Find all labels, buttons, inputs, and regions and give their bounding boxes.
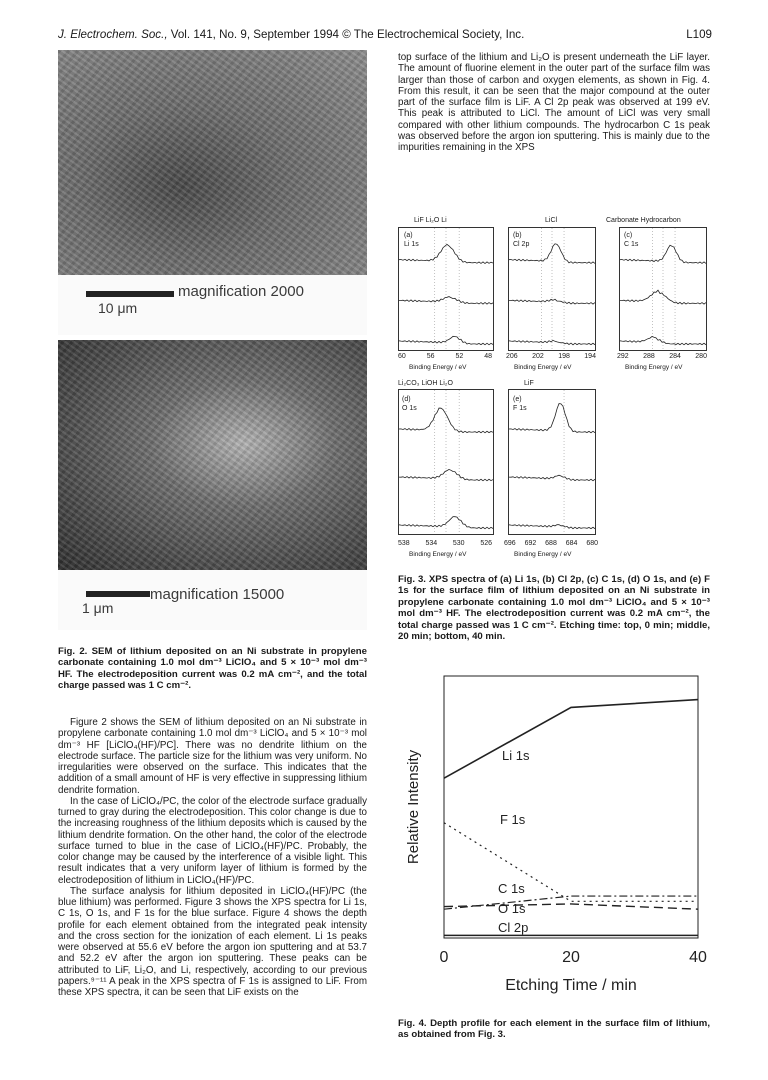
scale-box-bottom <box>58 570 367 630</box>
x-tick-label: 40 <box>689 949 707 966</box>
peak-labels-e: LiF <box>524 380 534 387</box>
spectrum-trace <box>399 469 493 480</box>
peak-labels-d: Li₂CO₃ LiOH Li₂O <box>398 380 453 387</box>
panel-tag: (e) <box>513 396 522 403</box>
tick-label: 202 <box>532 353 544 360</box>
paragraph: top surface of the lithium and Li₂O is present underneath the LiF layer. The amount of fluorine element in the outer part of the surface film was larger than those of carbon and oxygen elements, as shown in Fig. 4. From this result, it can be seen that the major compound at the outer part of the surface film is LiF. A Cl 2p peak was observed at 199 eV. This peak is attributed to LiCl. The amount of LiCl was very small compared with other lithium compounds. The hydrocarbon C 1s peak was observed before the argon ion sputtering. This is mainly due to the impurities remaining in the XPS <box>398 52 710 153</box>
paragraph: In the case of LiClO₄/PC, the color of the electrode surface gradually turned to gray during the electrodeposition. This color change is due to the increasing roughness of the lithium deposits which is caused by the lithium dendrite formation. On the other hand, the color of the electrode surface turned to blue in the case of LiClO₄(HF)/PC. Probably, the color change may be caused by the interference of a visible light. This result indicates that a very uniform layer of lithium is formed by the electrodeposition of lithium in LiClO₄(HF)/PC. <box>58 795 367 886</box>
panel-name: F 1s <box>513 405 527 412</box>
axis-ticks-d <box>398 540 492 547</box>
tick-label: 696 <box>504 540 516 547</box>
axis-ticks-a <box>398 353 492 360</box>
right-column-text <box>398 52 710 153</box>
paragraph: The surface analysis for lithium deposited in LiClO₄(HF)/PC (the blue lithium) was performed. Figure 3 shows the XPS spectra for Li 1s, C 1s, O 1s, and F 1s for the blue surface. Figure 4 shows the depth profile for each element obtained from the integrated peak intensity and the cross section for the ionization of each element. Li 1s peaks were observed at 55.6 eV before the argon ion sputtering and at 53.7 and 52.2 eV after the argon ion sputtering. These peaks can be attributed to LiF, Li₂O, and Li, respectively, according to our previous papers.⁹⁻¹¹ A peak in the XPS spectra of F 1s is assigned to LiF. From these XPS spectra, it can be seen that LiF exists on the <box>58 885 367 998</box>
panel-name: Cl 2p <box>513 241 530 248</box>
tick-label: 56 <box>426 353 435 360</box>
chart-svg <box>398 664 718 1014</box>
x-axis-label: Etching Time / min <box>505 977 637 994</box>
tick-label: 292 <box>617 353 629 360</box>
series-label: Li 1s <box>502 748 530 763</box>
tick-label: 692 <box>524 540 537 547</box>
tick-label: 206 <box>506 353 518 360</box>
tick-label: 194 <box>584 353 596 360</box>
x-axis-title-b: Binding Energy / eV <box>514 364 572 371</box>
tick-label: 538 <box>398 540 410 547</box>
tick-label: 680 <box>586 540 598 547</box>
magnification-label: magnification 2000 <box>178 283 304 300</box>
tick-label: 288 <box>643 353 655 360</box>
x-axis-title-c: Binding Energy / eV <box>625 364 683 371</box>
panel-name: O 1s <box>402 405 417 412</box>
series-label: O 1s <box>498 901 526 916</box>
tick-label: 534 <box>425 540 438 547</box>
magnification-label: magnification 15000 <box>150 586 285 603</box>
scale-label: 10 μm <box>98 300 138 316</box>
tick-label: 284 <box>669 353 681 360</box>
series-line-li-1s <box>444 700 698 779</box>
spectrum-trace <box>509 475 595 481</box>
scale-box-top <box>58 275 367 335</box>
y-axis-label: Relative Intensity <box>405 749 422 865</box>
panel-tag: (c) <box>624 232 633 239</box>
fig4-caption: Fig. 4. Depth profile for each element in the surface film of lithium, as obtained from Fig. 3. <box>398 1018 710 1041</box>
peak-labels-c: Carbonate Hydrocarbon <box>606 217 681 224</box>
panel-name: C 1s <box>624 241 639 248</box>
x-axis-title-d: Binding Energy / eV <box>409 551 467 558</box>
tick-label: 530 <box>452 540 465 547</box>
running-header <box>58 28 712 46</box>
panel-tag: (d) <box>402 396 411 403</box>
spectrum-trace <box>509 525 595 529</box>
fig2-caption: Fig. 2. SEM of lithium deposited on an Ni substrate in propylene carbonate containing 1.0 mol dm⁻³ LiClO₄ and 5 × 10⁻³ mol dm⁻³ HF. The electrodeposition current was 0.2 mA cm⁻², and the total charge passed was 1 C cm⁻². <box>58 646 367 692</box>
x-tick-label: 20 <box>562 949 580 966</box>
tick-label: 280 <box>695 353 707 360</box>
paragraph: Figure 2 shows the SEM of lithium deposited on an Ni substrate in propylene carbonate containing 1.0 mol dm⁻³ LiClO₄ and 5 × 10⁻³ mol dm⁻³ HF [LiClO₄(HF)/PC]. There was no dendrite lithium on the electrode surface. The particle size for the lithium was very uniform. No irregularities were observed on the surface. This indicates that the addition of a small amount of HF is very effective in suppressing lithium dendrite formation. <box>58 717 367 796</box>
series-label: C 1s <box>498 881 525 896</box>
tick-label: 198 <box>558 353 570 360</box>
axis-ticks-c <box>617 353 707 360</box>
x-tick-label: 0 <box>439 949 449 966</box>
journal-name: J. Electrochem. Soc., <box>58 28 168 41</box>
panel-tag: (b) <box>513 232 522 239</box>
series-line-f-1s <box>444 823 698 902</box>
sem-image-top <box>58 50 367 275</box>
scale-label: 1 μm <box>82 600 114 616</box>
plot-frame <box>444 676 698 938</box>
left-column-text <box>58 717 367 998</box>
spectrum-trace <box>620 337 706 345</box>
panel-name: Li 1s <box>404 241 419 248</box>
tick-label: 48 <box>484 353 492 360</box>
axis-ticks-e <box>504 540 598 547</box>
x-axis-title-e: Binding Energy / eV <box>514 551 572 558</box>
journal-issue: Vol. 141, No. 9, September 1994 © The Electrochemical Society, Inc. <box>167 28 525 41</box>
peak-labels-a: LiF Li₂O Li <box>414 217 447 224</box>
tick-label: 684 <box>565 540 578 547</box>
page-number: L109 <box>686 28 712 41</box>
depth-profile-chart <box>398 664 718 1014</box>
tick-label: 526 <box>480 540 492 547</box>
tick-label: 52 <box>455 353 464 360</box>
axis-ticks-b <box>506 353 596 360</box>
scale-bar <box>86 291 174 297</box>
fig3-caption: Fig. 3. XPS spectra of (a) Li 1s, (b) Cl 2p, (c) C 1s, (d) O 1s, and (e) F 1s for the surface film of lithium deposited on an Ni substrate in propylene carbonate containing 1.0 mol dm⁻³ LiClO₄ and 5 × 10⁻³ mol dm⁻³ HF. The electrodeposition current was 0.2 mA cm⁻², the total charge passed was 1 C cm⁻². Etching time: top, 0 min; middle, 20 min; bottom, 40 min. <box>398 574 710 643</box>
journal-citation <box>58 28 524 41</box>
sem-image-bottom <box>58 340 367 570</box>
series-label: F 1s <box>500 812 526 827</box>
scale-bar <box>86 591 150 597</box>
peak-labels-b: LiCl <box>545 217 558 224</box>
tick-label: 60 <box>398 353 406 360</box>
tick-label: 688 <box>545 540 557 547</box>
spectrum-trace <box>399 336 493 345</box>
panel-tag: (a) <box>404 232 413 239</box>
series-label: Cl 2p <box>498 920 529 935</box>
spectrum-trace <box>620 245 706 263</box>
x-axis-title-a: Binding Energy / eV <box>409 364 467 371</box>
